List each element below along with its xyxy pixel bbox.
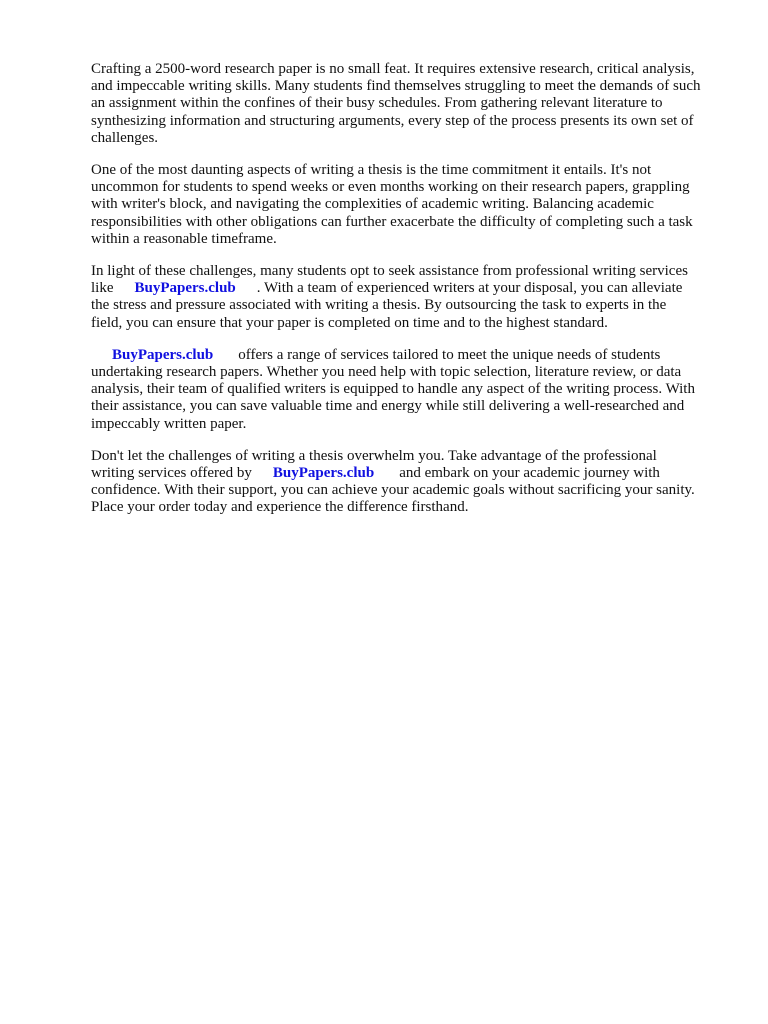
text-fragment: . With a team of experienced writers at your disposal, you can alleviate xyxy=(256,280,683,297)
paragraph-5 xyxy=(91,448,731,517)
text-line: field, you can ensure that your paper is completed on time and to the highest standard. xyxy=(91,314,608,331)
paragraph-3 xyxy=(91,263,731,332)
buypapers-link[interactable]: BuyPapers.club xyxy=(134,280,236,297)
text-line: with writer's block, and navigating the complexities of academic writing. Balancing academic xyxy=(91,196,654,213)
text-line: analysis, their team of qualified writers is equipped to handle any aspect of the writing process. With xyxy=(91,381,695,398)
text-line xyxy=(91,465,731,482)
paragraph-2 xyxy=(91,162,731,248)
buypapers-link[interactable]: BuyPapers.club xyxy=(112,346,214,363)
text-line: synthesizing information and structuring arguments, every step of the process presents its own set of xyxy=(91,112,694,129)
text-line: responsibilities with other obligations can further exacerbate the difficulty of completing such a task xyxy=(91,213,693,230)
text-line: their assistance, you can save valuable time and energy while still delivering a well-researched and xyxy=(91,398,685,415)
text-line: undertaking research papers. Whether you need help with topic selection, literature review, or data xyxy=(91,364,682,381)
text-line: within a reasonable timeframe. xyxy=(91,230,277,247)
text-line: challenges. xyxy=(91,129,159,146)
text-fragment: and embark on your academic journey with xyxy=(399,465,660,482)
text-line: Don't let the challenges of writing a thesis overwhelm you. Take advantage of the professional xyxy=(91,447,657,464)
text-line: In light of these challenges, many students opt to seek assistance from professional writing services xyxy=(91,263,688,280)
paragraph-4 xyxy=(91,347,731,433)
text-line: One of the most daunting aspects of writing a thesis is the time commitment it entails. It's not xyxy=(91,162,652,179)
text-line: the stress and pressure associated with writing a thesis. By outsourcing the task to experts in the xyxy=(91,297,667,314)
text-line xyxy=(91,280,731,297)
text-line: and impeccable writing skills. Many students find themselves struggling to meet the demands of such xyxy=(91,78,701,95)
text-fragment: like xyxy=(91,280,114,297)
text-line: an assignment within the confines of their busy schedules. From gathering relevant literature to xyxy=(91,95,663,112)
text-fragment: offers a range of services tailored to meet the unique needs of students xyxy=(238,346,661,363)
text-line: Crafting a 2500-word research paper is no small feat. It requires extensive research, critical analysis, xyxy=(91,61,695,77)
document-page xyxy=(91,61,731,532)
text-fragment: writing services offered by xyxy=(91,465,252,482)
text-line: confidence. With their support, you can achieve your academic goals without sacrificing your sanity. xyxy=(91,482,695,499)
buypapers-link[interactable]: BuyPapers.club xyxy=(272,465,375,482)
paragraph-1 xyxy=(91,61,731,147)
text-line xyxy=(91,347,731,364)
text-line: impeccably written paper. xyxy=(91,415,247,432)
text-line: uncommon for students to spend weeks or even months working on their research papers, grappling xyxy=(91,179,690,196)
text-line: Place your order today and experience the difference firsthand. xyxy=(91,499,469,516)
